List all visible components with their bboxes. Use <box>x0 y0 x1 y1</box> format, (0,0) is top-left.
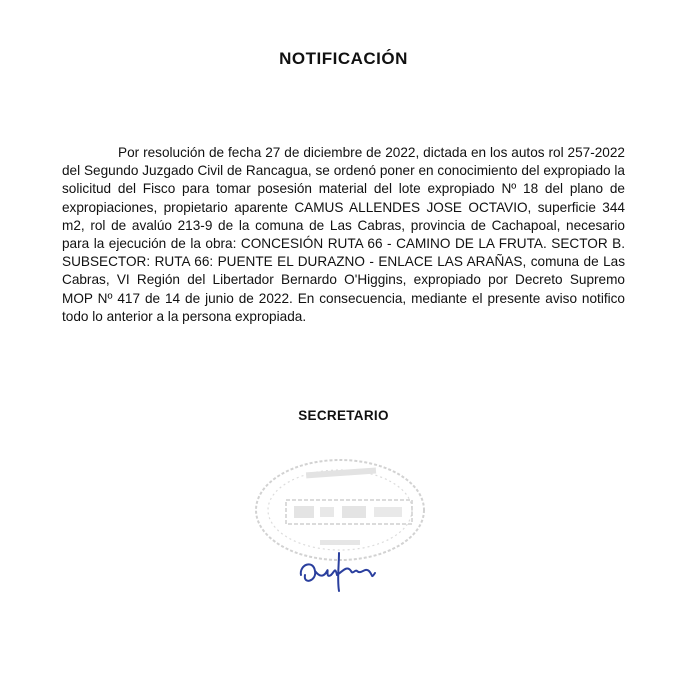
signatory-title: SECRETARIO <box>298 408 389 423</box>
notification-body: Por resolución de fecha 27 de diciembre de 2022, dictada en los autos rol 257-2022 del Segundo Juzgado Civil de Rancagua, se ordenó poner en conocimiento del expropiado la solicitud del Fisco para tomar posesión material del lote expropiado Nº 18 del plano de expropiaciones, propietario aparente CAMUS ALLENDES JOSE OCTAVIO, superficie 344 m2, rol de avalúo 213-9 de la comuna de Las Cabras, provincia de Cachapoal, necesario para la ejecución de la obra: CONCESIÓN RUTA 66 - CAMINO DE LA FRUTA. SECTOR B. SUBSECTOR: RUTA 66: PUENTE EL DURAZNO - ENLACE LAS ARAÑAS, comuna de Las Cabras, VI Región del Libertador Bernardo O'Higgins, expropiado por Decreto Supremo MOP Nº 417 de 14 de junio de 2022. En consecuencia, mediante el presente aviso notifico todo lo anterior a la persona expropiada. <box>62 145 625 324</box>
handwritten-signature-icon <box>295 545 385 595</box>
document-title: NOTIFICACIÓN <box>279 49 408 68</box>
